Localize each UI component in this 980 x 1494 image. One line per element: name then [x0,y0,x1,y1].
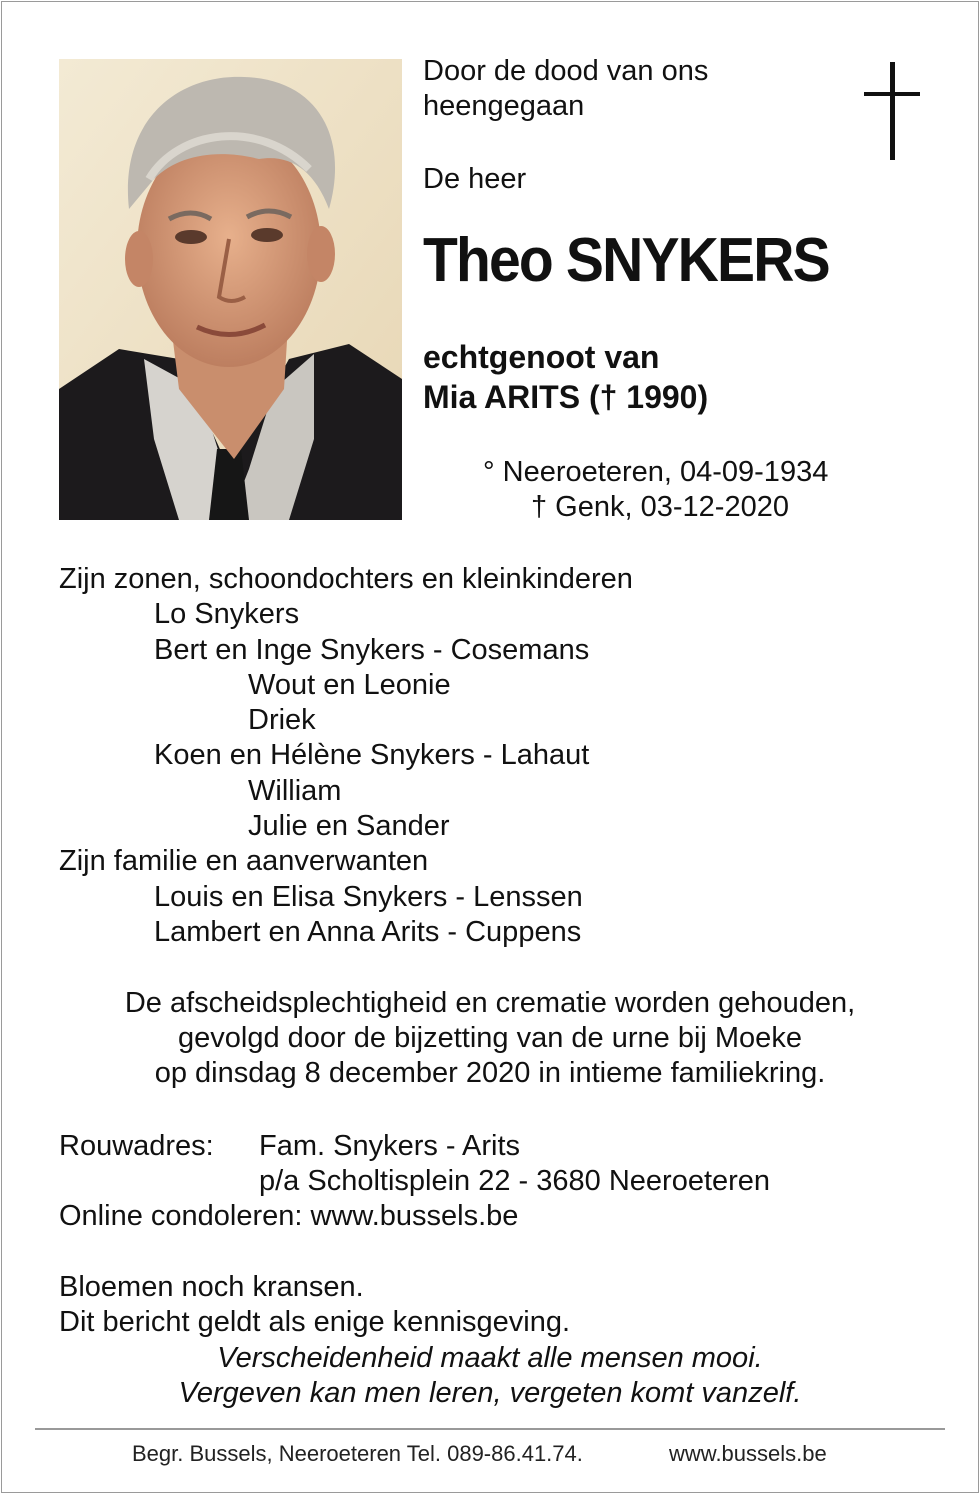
portrait-photo [59,59,402,520]
family-row: Lambert en Anna Arits - Cuppens [154,915,582,948]
address-line-2: p/a Scholtisplein 22 - 3680 Neeroeteren [259,1165,771,1197]
quote-text [0,1341,980,1411]
death-info: † Genk, 03-12-2020 [531,491,789,523]
family-row: Koen en Hélène Snykers - Lahaut [154,739,590,772]
intro-text: Door de dood van ons heengegaan [423,55,709,122]
birth-info: ° Neeroeteren, 04-09-1934 [483,456,829,488]
ceremony-line: op dinsdag 8 december 2020 in intieme familiekring. [154,1057,826,1089]
ceremony-line: De afscheidsplechtigheid en crematie worden gehouden, [124,987,856,1019]
address-line-1: Fam. Snykers - Arits [259,1130,521,1162]
family-row: Wout en Leonie [248,668,451,701]
footer-website: www.bussels.be [669,1441,827,1466]
family-row: Julie en Sander [248,810,450,843]
cross-icon [862,62,924,160]
footer-contact: Begr. Bussels, Neeroeteren Tel. 089-86.41.74. [132,1441,583,1466]
closing-line: Dit bericht geldt als enige kennisgeving. [59,1306,571,1338]
family-row: Zijn familie en aanverwanten [59,845,429,878]
ceremony-line: gevolgd door de bijzetting van de urne bij Moeke [178,1022,802,1054]
family-row: Louis en Elisa Snykers - Lenssen [154,880,583,913]
family-row: Bert en Inge Snykers - Cosemans [154,633,590,666]
closing-text [59,1270,570,1340]
closing-line: Bloemen noch kransen. [59,1271,364,1303]
family-row: Lo Snykers [154,598,300,631]
spouse-line-1: echtgenoot van [423,339,660,375]
address-label: Rouwadres: [59,1130,214,1162]
portrait-icon [59,59,402,520]
deceased-name: Theo SNYKERS [423,226,829,295]
family-row: William [248,774,342,807]
online-condolence: Online condoleren: www.bussels.be [59,1200,519,1232]
quote-line: Verscheidenheid maakt alle mensen mooi. [217,1342,763,1374]
spouse-block [423,337,708,417]
family-list [59,562,633,950]
title-text: De heer [423,163,527,195]
spouse-line-2: Mia ARITS († 1990) [423,379,709,415]
family-row: Zijn zonen, schoondochters en kleinkinderen [59,563,633,595]
ceremony-text [0,986,980,1091]
family-row: Driek [248,704,316,737]
address-block [59,1129,770,1234]
quote-line: Vergeven kan men leren, vergeten komt vanzelf. [178,1377,802,1409]
footer-divider [35,1428,945,1430]
